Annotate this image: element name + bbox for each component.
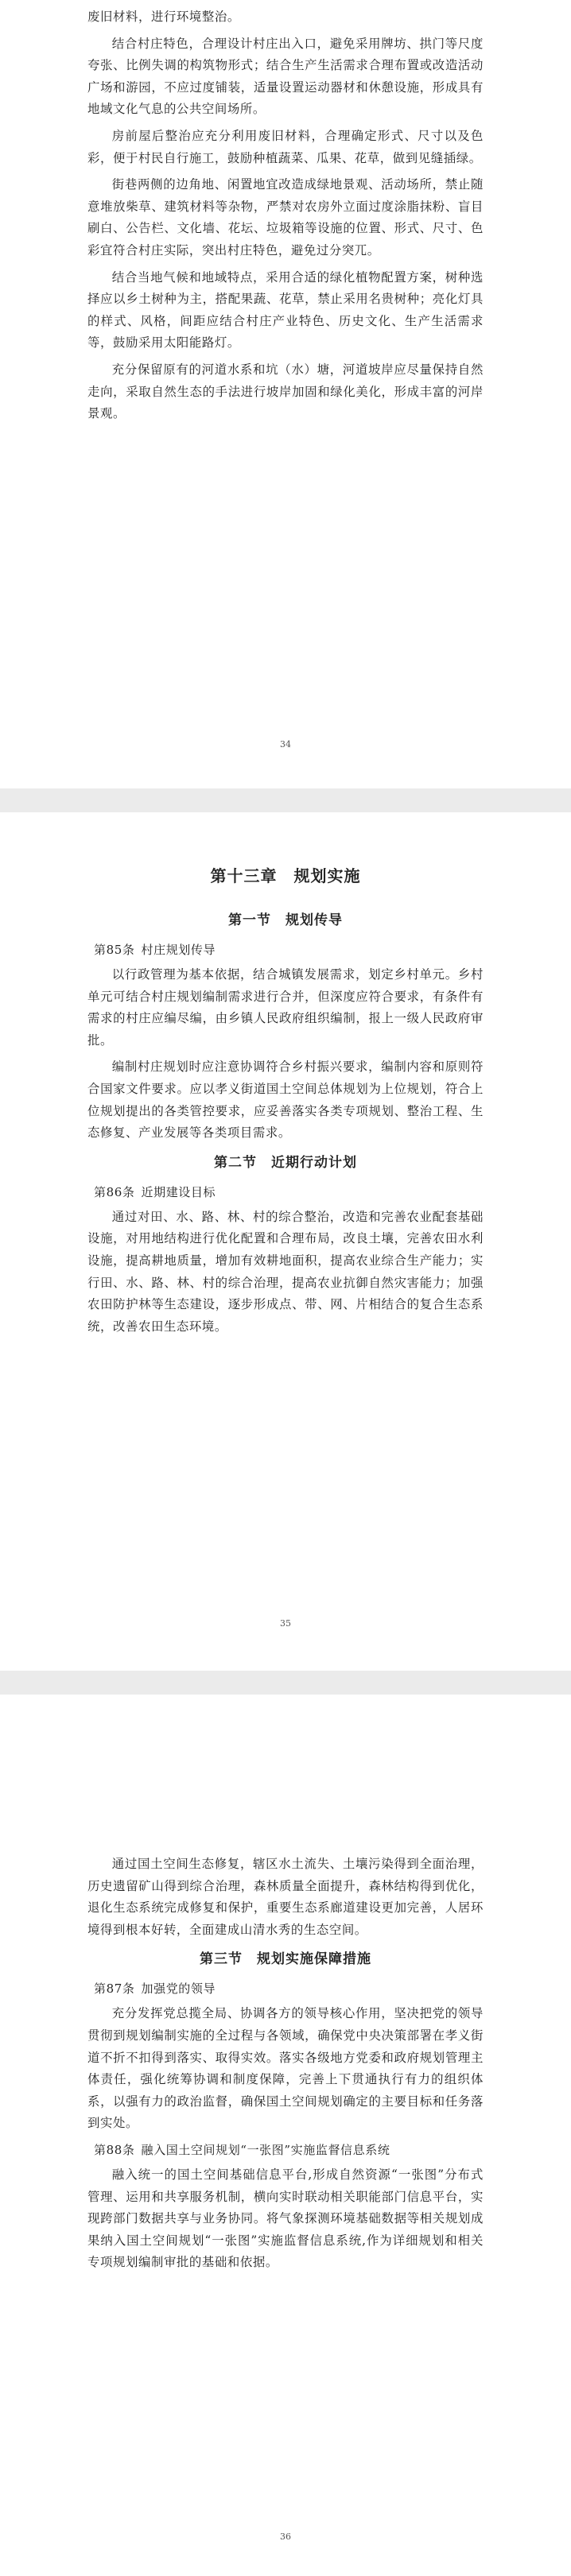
paragraph: 融入统一的国土空间基础信息平台,形成自然资源“一张图”分布式管理、运用和共享服务机制，横向实时联动相关职能部门信息平台，实现跨部门数据共享与业务协同。将气象探测环境基础数据等相关规划成果纳入国土空间规划“一张图”实施监督信息系统,作为详细规划和相关专项规划编制审批的基础和依据。 bbox=[87, 2167, 484, 2270]
section-title: 第二节 近期行动计划 bbox=[214, 1154, 357, 1171]
article-number: 第85条 bbox=[94, 943, 135, 957]
paragraph: 废旧材料，进行环境整治。 bbox=[87, 10, 240, 24]
article-title: 加强党的领导 bbox=[141, 1981, 216, 1997]
article-number: 第87条 bbox=[94, 1981, 135, 1997]
article-number: 第86条 bbox=[94, 1184, 135, 1199]
article-heading bbox=[87, 1978, 484, 2000]
paragraph: 结合村庄特色，合理设计村庄出入口，避免采用牌坊、拱门等尺度夸张、比例失调的构筑物形式；结合生产生活需求合理布置或改造活动广场和游园，不应过度铺装，适量设置运动器材和休憩设施，形成具有地域文化气息的公共空间场所。 bbox=[87, 36, 484, 117]
paragraph: 结合当地气候和地域特点，采用合适的绿化植物配置方案，树种选择应以乡土树种为主，搭配果蔬、花草，禁止采用名贵树种；亮化灯具的样式、风格，间距应结合村庄产业特色、历史文化、生产生活需求等，鼓励采用太阳能路灯。 bbox=[87, 269, 484, 351]
page-number: 34 bbox=[280, 739, 291, 750]
paragraph: 通过对田、水、路、林、村的综合整治，改造和完善农业配套基础设施，对用地结构进行优化配置和合理布局，改良土壤，完善农田水利设施，提高耕地质量，增加有效耕地面积，提高农业综合生产能力；实行田、水、路、林、村的综合治理，提高农业抗御自然灾害能力；加强农田防护林等生态建设，逐步形成点、带、网、片相结合的复合生态系统，改善农田生态环境。 bbox=[87, 1209, 484, 1334]
paragraph: 街巷两侧的边角地、闲置地宜改造成绿地景观、活动场所，禁止随意堆放柴草、建筑材料等杂物，严禁对农房外立面过度涂脂抹粉、盲目刷白、公告栏、文化墙、花坛、垃圾箱等设施的位置、形式、尺寸、色彩宜符合村庄实际，突出村庄特色，避免过分突兀。 bbox=[87, 177, 484, 258]
paragraph: 房前屋后整治应充分利用废旧材料，合理确定形式、尺寸以及色彩，便于村民自行施工，鼓励种植蔬菜、瓜果、花草，做到见缝插绿。 bbox=[87, 128, 484, 165]
article-heading bbox=[87, 939, 484, 961]
article-heading bbox=[87, 1182, 484, 1203]
page-number: 35 bbox=[280, 1618, 291, 1629]
article-number: 第88条 bbox=[94, 2142, 135, 2157]
article-title: 村庄规划传导 bbox=[141, 943, 216, 957]
paragraph: 充分保留原有的河道水系和坑（水）塘，河道坡岸应尽量保持自然走向，采取自然生态的手法进行坡岸加固和绿化美化，形成丰富的河岸景观。 bbox=[87, 362, 484, 421]
paragraph: 编制村庄规划时应注意协调符合乡村振兴要求，编制内容和原则符合国家文件要求。应以孝义街道国土空间总体规划为上位规划，符合上位规划提出的各类管控要求，应妥善落实各类专项规划、整治工程、生态修复、产业发展等各类项目需求。 bbox=[87, 1059, 484, 1141]
paragraph: 以行政管理为基本依据，结合城镇发展需求，划定乡村单元。乡村单元可结合村庄规划编制需求进行合并，但深度应符合要求，有条件有需求的村庄应编尽编，由乡镇人民政府组织编制，报上一级人民政府审批。 bbox=[87, 967, 484, 1048]
page-number: 36 bbox=[280, 2531, 291, 2542]
paragraph: 充分发挥党总揽全局、协调各方的领导核心作用，坚决把党的领导贯彻到规划编制实施的全过程与各领域，确保党中央决策部署在孝义街道不折不扣得到落实、取得实效。落实各级地方党委和政府规划管理主体责任，强化统筹协调和制度保障，完善上下贯通执行有力的组织体系，以强有力的政治监督，确保国土空间规划确定的主要目标和任务落到实处。 bbox=[87, 2006, 484, 2131]
article-title: 近期建设目标 bbox=[141, 1184, 216, 1199]
article-heading bbox=[87, 2140, 484, 2161]
page-gap bbox=[0, 1671, 571, 1695]
paragraph: 通过国土空间生态修复，辖区水土流失、土壤污染得到全面治理，历史遗留矿山得到综合治理，森林质量全面提升，森林结构得到优化，退化生态系统完成修复和保护，重要生态系廊道建设更加完善，人居环境得到根本好转，全面建成山清水秀的生态空间。 bbox=[87, 1857, 484, 1937]
section-title: 第一节 规划传导 bbox=[228, 912, 343, 928]
document-page-35 bbox=[0, 812, 571, 1671]
page-gap bbox=[0, 788, 571, 812]
chapter-title: 第十三章 规划实施 bbox=[210, 866, 361, 885]
document-page-34 bbox=[0, 0, 571, 788]
article-title: 融入国土空间规划“一张图”实施监督信息系统 bbox=[141, 2142, 390, 2157]
document-page-36 bbox=[0, 1695, 571, 2576]
section-title: 第三节 规划实施保障措施 bbox=[200, 1951, 371, 1968]
